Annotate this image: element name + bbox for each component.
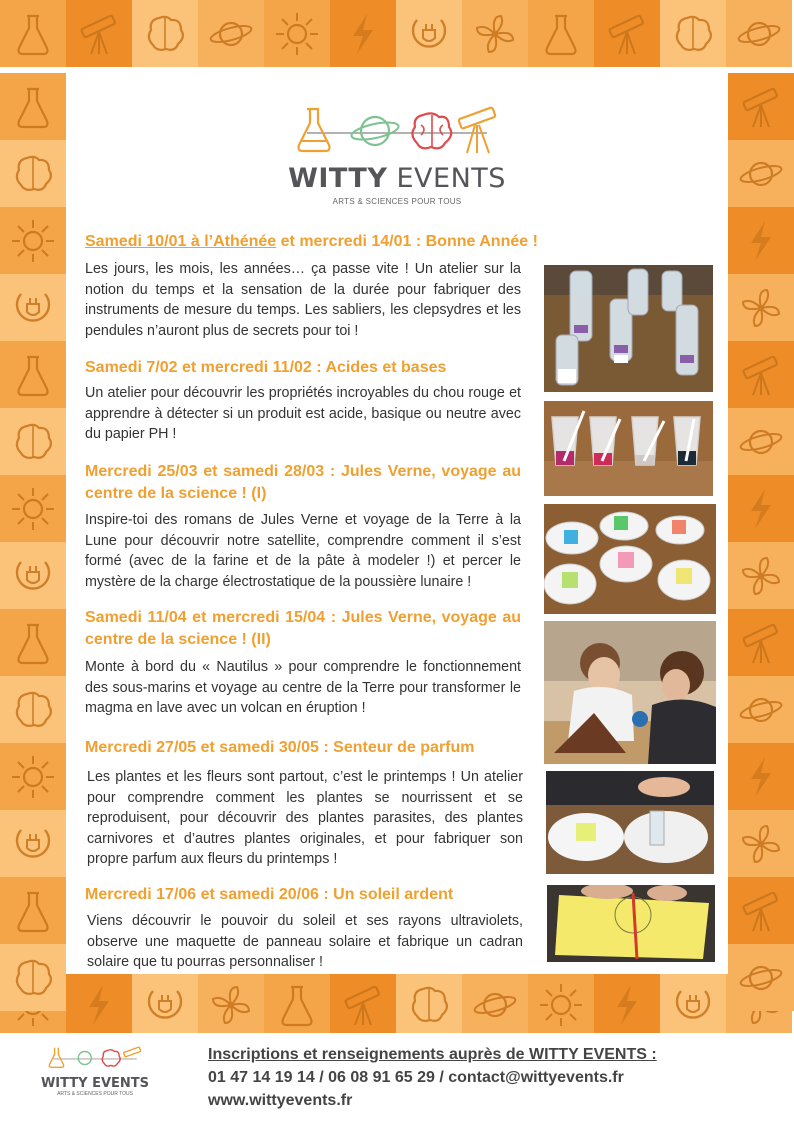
sun-icon xyxy=(9,217,57,265)
border-tile xyxy=(660,0,726,67)
border-tile xyxy=(0,73,66,140)
sun-icon xyxy=(273,10,321,58)
telescope-icon xyxy=(737,351,785,399)
border-tile xyxy=(396,0,462,67)
event-title: Samedi 7/02 et mercredi 11/02 : Acides et bases xyxy=(85,359,447,376)
flask-icon xyxy=(299,109,330,151)
photo-ph-cups xyxy=(544,401,713,496)
border-tile xyxy=(0,676,66,743)
fan-icon xyxy=(471,10,519,58)
footer-brand-tagline: ARTS & SCIENCES POUR TOUS xyxy=(57,1091,133,1097)
border-tile xyxy=(528,971,594,1033)
brain-icon xyxy=(9,150,57,198)
lightning-icon xyxy=(339,10,387,58)
border-tile xyxy=(0,274,66,341)
plug-icon xyxy=(141,981,189,1029)
telescope-icon xyxy=(75,10,123,58)
border-tile xyxy=(0,944,66,1011)
border-tile xyxy=(132,971,198,1033)
border-tile xyxy=(728,274,794,341)
event-description: Viens découvrir le pouvoir du soleil et ses rayons ultraviolets, observe une maquette de panneau solaire et fabrique un cadran solaire que tu pourras personnaliser ! xyxy=(87,913,523,970)
photo-perfume-making xyxy=(546,771,714,874)
border-tile xyxy=(0,341,66,408)
plug-icon xyxy=(9,552,57,600)
border-tile xyxy=(728,475,794,542)
sun-icon xyxy=(537,981,585,1029)
border-tile xyxy=(0,877,66,944)
telescope-icon xyxy=(737,83,785,131)
flask-icon xyxy=(9,10,57,58)
lightning-icon xyxy=(603,981,651,1029)
border-tile xyxy=(728,676,794,743)
flask-icon xyxy=(9,887,57,935)
planet-icon xyxy=(737,686,785,734)
brand-logo xyxy=(66,103,728,206)
event-description: Les plantes et les fleurs sont partout, c’est le printemps ! Un atelier pour comprendre comment les plantes se nourrissent et se reproduisent, pour découvrir des plantes parasites, des plantes carnivores et d’autres plantes originales, et pour fabriquer son propre parfum aux fleurs du printemps ! xyxy=(87,769,523,867)
border-tile xyxy=(462,971,528,1033)
event-description: Les jours, les mois, les années… ça passe vite ! Un atelier sur la notion du temps et la sensation de la durée pour fabriquer des instruments de mesure du temps. Les sabliers, les clepsydres et les pendules n’auront plus de secrets pour toi ! xyxy=(85,261,521,339)
footer xyxy=(0,1033,794,1123)
telescope-icon xyxy=(737,619,785,667)
photo-plates-experiment xyxy=(544,504,716,614)
border-tile xyxy=(0,140,66,207)
border-tile xyxy=(264,971,330,1033)
planet-icon xyxy=(737,418,785,466)
border-tile xyxy=(728,944,794,1011)
border-tile xyxy=(728,877,794,944)
telescope-icon xyxy=(458,107,495,153)
fan-icon xyxy=(737,820,785,868)
planet-icon xyxy=(735,10,783,58)
border-tile xyxy=(660,971,726,1033)
flask-icon xyxy=(9,619,57,667)
border-tile xyxy=(0,475,66,542)
content-panel xyxy=(66,73,728,974)
planet-icon xyxy=(207,10,255,58)
planet-icon xyxy=(737,954,785,1002)
border-tile xyxy=(198,0,264,67)
event-title: Mercredi 27/05 et samedi 30/05 : Senteur de parfum xyxy=(85,739,475,756)
flask-icon xyxy=(9,351,57,399)
border-tile xyxy=(728,73,794,140)
border-tile xyxy=(594,0,660,67)
flask-icon xyxy=(9,83,57,131)
border-tile xyxy=(728,207,794,274)
plug-icon xyxy=(9,284,57,332)
border-tile xyxy=(594,971,660,1033)
brand-tagline: ARTS & SCIENCES POUR TOUS xyxy=(332,197,462,206)
event-description: Monte à bord du « Nautilus » pour comprendre le fonctionnement des sous-marins et voyage au centre de la Terre pour transformer le magma en lave avec un volcan en éruption ! xyxy=(85,659,521,716)
border-tile xyxy=(728,743,794,810)
border-tile xyxy=(0,743,66,810)
footer-logo-icons xyxy=(40,1045,150,1071)
telescope-icon xyxy=(603,10,651,58)
flask-icon xyxy=(537,10,585,58)
border-tile xyxy=(728,408,794,475)
footer-registration-line: Inscriptions et renseignements auprès de WITTY EVENTS : xyxy=(208,1046,657,1063)
planet-icon xyxy=(737,150,785,198)
brain-icon xyxy=(405,981,453,1029)
border-tile xyxy=(66,971,132,1033)
planet-icon xyxy=(350,117,400,145)
footer-contact xyxy=(208,1043,657,1112)
planet-icon xyxy=(471,981,519,1029)
event-title: Mercredi 17/06 et samedi 20/06 : Un soleil ardent xyxy=(85,886,454,903)
telescope-icon xyxy=(339,981,387,1029)
brain-icon xyxy=(9,954,57,1002)
plug-icon xyxy=(405,10,453,58)
border-tile xyxy=(0,207,66,274)
footer-logo xyxy=(40,1045,150,1097)
photo-children-volcano xyxy=(544,621,716,764)
lightning-icon xyxy=(737,485,785,533)
event-title: Samedi 11/04 et mercredi 15/04 : Jules Verne, voyage au centre de la science ! (II) xyxy=(85,609,521,648)
lightning-icon xyxy=(737,217,785,265)
footer-website-link[interactable]: www.wittyevents.fr xyxy=(208,1092,353,1109)
border-tile xyxy=(0,810,66,877)
brain-icon xyxy=(141,10,189,58)
event-description: Inspire-toi des romans de Jules Verne et voyage de la Terre à la Lune pour découvrir notre satellite, comprendre comment il s’est formé (avec de la farine et de la pâte à modeler !) et percer le mystère de la charge électrostatique de la poussière lunaire ! xyxy=(85,512,521,590)
photo-water-bottles xyxy=(544,265,713,392)
border-tile xyxy=(66,0,132,67)
border-tile xyxy=(0,0,66,67)
border-tile xyxy=(728,140,794,207)
border-tile xyxy=(396,971,462,1033)
plug-icon xyxy=(669,981,717,1029)
lightning-icon xyxy=(737,753,785,801)
border-tile xyxy=(462,0,528,67)
border-tile xyxy=(728,341,794,408)
sun-icon xyxy=(9,485,57,533)
border-tile xyxy=(0,609,66,676)
photo-sundial xyxy=(547,885,715,962)
brain-icon xyxy=(669,10,717,58)
footer-phone-email[interactable]: 01 47 14 19 14 / 06 08 91 65 29 / contact@wittyevents.fr xyxy=(208,1069,624,1086)
border-tile xyxy=(0,408,66,475)
fan-icon xyxy=(737,284,785,332)
footer-brand-name: WITTY EVENTS xyxy=(40,1076,150,1091)
event-description: Un atelier pour découvrir les propriétés incroyables du chou rouge et apprendre à détecter si un produit est acide, basique ou neutre avec du papier PH ! xyxy=(85,385,521,442)
border-tile xyxy=(330,0,396,67)
border-tile xyxy=(264,0,330,67)
fan-icon xyxy=(737,552,785,600)
brain-icon xyxy=(9,686,57,734)
border-tile xyxy=(528,0,594,67)
plug-icon xyxy=(9,820,57,868)
border-tile xyxy=(198,971,264,1033)
border-tile xyxy=(0,542,66,609)
lightning-icon xyxy=(75,981,123,1029)
border-tile xyxy=(728,609,794,676)
border-tile xyxy=(728,542,794,609)
border-tile xyxy=(726,0,792,67)
telescope-icon xyxy=(737,887,785,935)
fan-icon xyxy=(207,981,255,1029)
brain-icon xyxy=(412,113,451,148)
sun-icon xyxy=(9,753,57,801)
brain-icon xyxy=(9,418,57,466)
event-title: Samedi 10/01 à l’Athénée et mercredi 14/01 : Bonne Année ! xyxy=(85,233,538,250)
border-tile xyxy=(728,810,794,877)
border-tile xyxy=(330,971,396,1033)
border-tile xyxy=(132,0,198,67)
brand-name: WITTY EVENTS xyxy=(288,163,506,194)
flask-icon xyxy=(273,981,321,1029)
event-title: Mercredi 25/03 et samedi 28/03 : Jules Verne, voyage au centre de la science ! (I) xyxy=(85,463,521,502)
logo-icons xyxy=(287,103,507,159)
